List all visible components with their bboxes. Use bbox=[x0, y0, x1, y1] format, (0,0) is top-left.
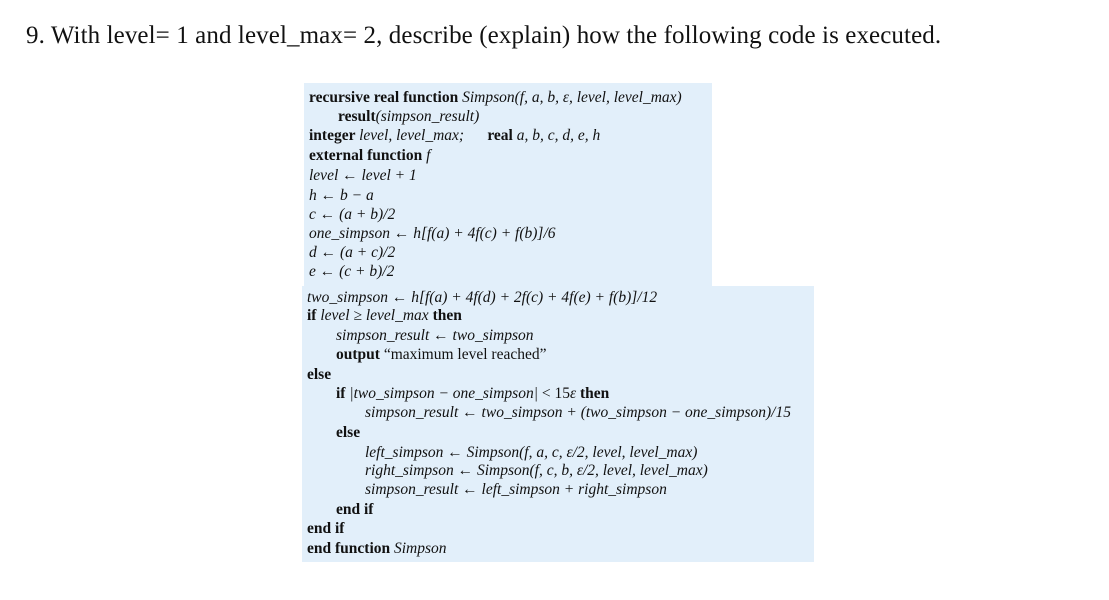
code-text: right_simpson ← Simpson(f, c, b, ε/2, level, level_max) bbox=[365, 462, 708, 479]
code-keyword: end if bbox=[307, 520, 345, 537]
code-keyword: if bbox=[336, 385, 350, 402]
code-line bbox=[365, 443, 697, 462]
code-text: Simpson bbox=[394, 540, 447, 557]
code-text: left_simpson ← Simpson(f, a, c, ε/2, level, level_max) bbox=[365, 444, 698, 461]
code-line bbox=[309, 262, 394, 281]
code-keyword: end if bbox=[336, 501, 374, 518]
code-text: (simpson_result) bbox=[375, 108, 480, 125]
code-keyword: if bbox=[307, 307, 321, 324]
code-text: |two_simpson − one_simpson| bbox=[349, 385, 542, 402]
code-keyword: end function bbox=[307, 540, 394, 557]
code-line bbox=[338, 107, 479, 126]
code-line bbox=[309, 166, 417, 185]
code-keyword: real bbox=[487, 127, 517, 144]
code-keyword: recursive real function bbox=[309, 89, 463, 106]
code-text: ε bbox=[569, 385, 580, 402]
code-line bbox=[307, 539, 447, 558]
code-keyword: output bbox=[336, 346, 384, 363]
code-line bbox=[309, 126, 600, 145]
code-line bbox=[365, 403, 791, 422]
code-keyword: then bbox=[432, 307, 462, 324]
code-text: a, b, c, d, e, h bbox=[516, 127, 601, 144]
code-line bbox=[336, 326, 534, 345]
code-keyword: else bbox=[336, 424, 361, 441]
code-line bbox=[309, 224, 556, 243]
code-line bbox=[336, 384, 609, 403]
code-text: simpson_result ← two_simpson bbox=[336, 327, 534, 344]
code-keyword: else bbox=[307, 366, 332, 383]
code-line bbox=[336, 345, 546, 364]
code-line bbox=[309, 243, 395, 262]
code-keyword: external function bbox=[309, 147, 427, 164]
code-line bbox=[307, 288, 657, 307]
code-text: level, level_max; bbox=[359, 127, 465, 144]
code-keyword: result bbox=[338, 108, 376, 125]
code-line bbox=[307, 306, 462, 325]
code-line bbox=[307, 365, 331, 384]
code-line bbox=[336, 500, 373, 519]
code-line bbox=[309, 205, 395, 224]
code-text: h ← b − a bbox=[309, 187, 374, 204]
code-line bbox=[309, 186, 374, 205]
code-text: simpson_result ← two_simpson + (two_simpson − one_simpson)/15 bbox=[365, 404, 791, 421]
code-text bbox=[464, 127, 487, 144]
code-text: e ← (c + b)/2 bbox=[309, 263, 395, 280]
code-line bbox=[309, 146, 430, 165]
code-text: f bbox=[426, 147, 431, 164]
code-keyword: then bbox=[579, 385, 610, 402]
code-line bbox=[336, 423, 360, 442]
code-text: d ← (a + c)/2 bbox=[309, 244, 396, 261]
code-text: one_simpson ← h[f(a) + 4f(c) + f(b)]/6 bbox=[309, 225, 556, 242]
code-text: simpson_result ← left_simpson + right_simpson bbox=[365, 481, 667, 498]
code-line bbox=[309, 88, 682, 107]
code-line bbox=[307, 519, 344, 538]
code-keyword: integer bbox=[309, 127, 360, 144]
question-text: 9. With level= 1 and level_max= 2, describe (explain) how the following code is executed. bbox=[26, 22, 942, 49]
code-line bbox=[365, 461, 708, 480]
code-line bbox=[365, 480, 667, 499]
code-text: < 15 bbox=[541, 385, 570, 402]
code-text: “maximum level reached” bbox=[383, 346, 547, 363]
code-text: c ← (a + b)/2 bbox=[309, 206, 396, 223]
code-text: level ≥ level_max bbox=[320, 307, 433, 324]
code-text: two_simpson ← h[f(a) + 4f(d) + 2f(c) + 4f(e) + f(b)]/12 bbox=[307, 289, 658, 306]
code-text: level ← level + 1 bbox=[309, 167, 417, 184]
code-text: Simpson(f, a, b, ε, level, level_max) bbox=[462, 89, 682, 106]
